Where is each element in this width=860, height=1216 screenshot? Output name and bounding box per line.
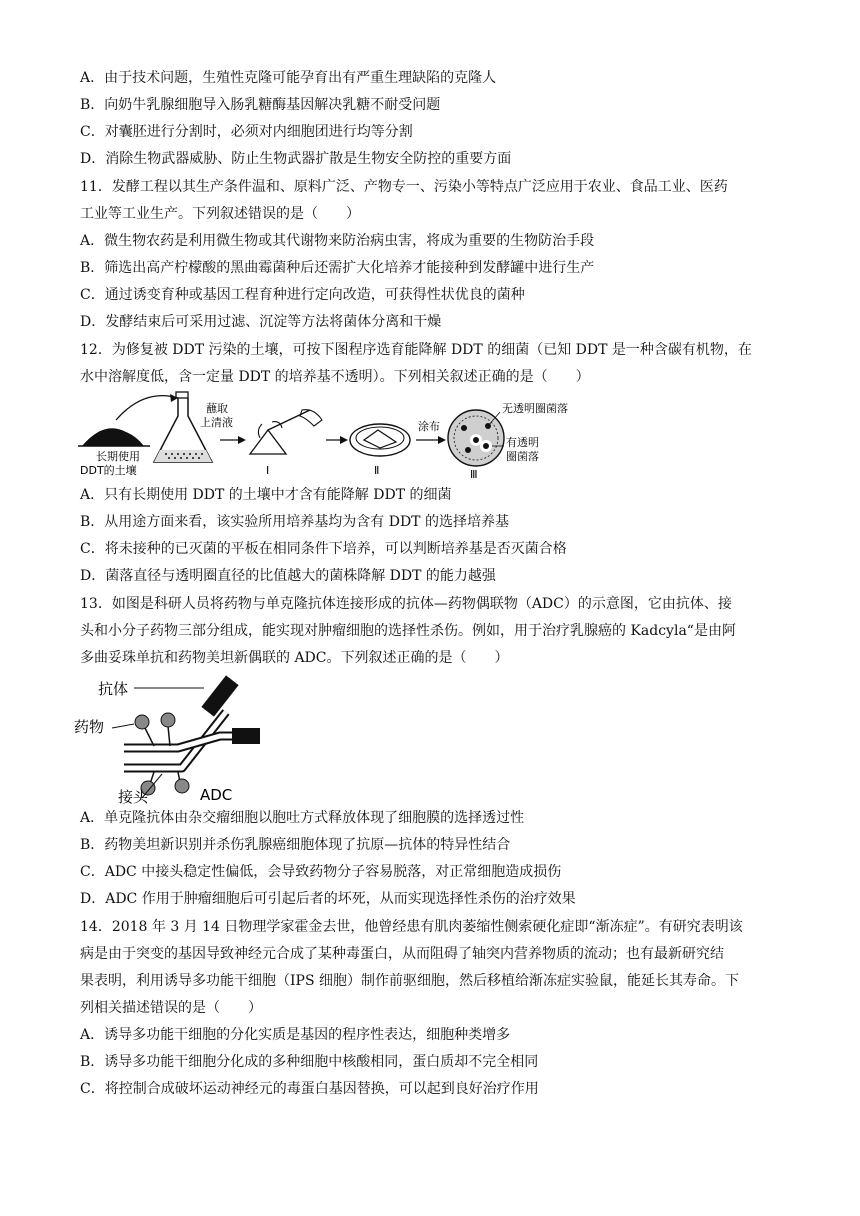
halo-label-1: 有透明 — [506, 436, 539, 449]
q14-option-c: C．将控制合成破坏运动神经元的毒蛋白基因替换，可以起到良好治疗作用 — [80, 1081, 539, 1097]
spreading-tool-icon — [250, 410, 322, 454]
q13-adc-figure — [74, 670, 274, 804]
q13-stem-line-3: 多曲妥珠单抗和药物美坦新偶联的 ADC。下列叙述正确的是（ ） — [80, 650, 509, 666]
antibody-label: 抗体 — [98, 680, 129, 698]
halo-label-2: 圈菌落 — [506, 450, 539, 463]
q12-option-b: B．从用途方面来看，该实验所用培养基均为含有 DDT 的选择培养基 — [80, 514, 509, 530]
q13-stem-line-1: 13．如图是科研人员将药物与单克隆抗体连接形成的抗体—药物偶联物（ADC）的示意图，它由抗体、接 — [80, 596, 732, 612]
q13-option-d: D．ADC 作用于肿瘤细胞后可引起后者的坏死，从而实现选择性杀伤的治疗效果 — [80, 891, 576, 907]
q14-stem-line-3: 果表明，利用诱导多功能干细胞（IPS 细胞）制作前驱细胞，然后移植给渐冻症实验鼠，能延长其寿命。下 — [80, 973, 739, 989]
adc-label: ADC — [200, 786, 233, 804]
q12-option-d: D．菌落直径与透明圈直径的比值越大的菌株降解 DDT 的能力越强 — [80, 568, 496, 584]
no-halo-label: 无透明圈菌落 — [502, 402, 568, 415]
q13-option-c: C．ADC 中接头稳定性偏低，会导致药物分子容易脱落，对正常细胞造成损伤 — [80, 864, 562, 880]
soil-label-2: DDT的土壤 — [80, 464, 137, 477]
q14-option-b: B．诱导多功能干细胞分化成的多种细胞中核酸相同，蛋白质却不完全相同 — [80, 1054, 539, 1070]
culture-plate-icon — [448, 410, 504, 466]
step1-label-2: 上清液 — [200, 416, 233, 429]
drug-molecule-icons — [135, 713, 189, 795]
q14-stem-line-4: 列相关描述错误的是（ ） — [80, 1000, 262, 1016]
q12-option-c: C．将未接种的已灭菌的平板在相同条件下培养，可以判断培养基是否灭菌合格 — [80, 541, 567, 557]
q13-stem-line-2: 头和小分子药物三部分组成，能实现对肿瘤细胞的选择性杀伤。例如，用于治疗乳腺癌的 Kadcyla“是由阿 — [80, 623, 736, 639]
q14-stem-line-1: 14．2018 年 3 月 14 日物理学家霍金去世，他曾经患有肌肉萎缩性侧索硬化症即“渐冻症”。有研究表明该 — [80, 919, 743, 935]
q11-option-b: B．筛选出高产柠檬酸的黑曲霉菌种后还需扩大化培养才能接种到发酵罐中进行生产 — [80, 260, 595, 276]
soil-label-1: 长期使用 — [96, 450, 140, 463]
q12-ddt-figure — [74, 390, 594, 482]
roman-2: Ⅱ — [374, 464, 380, 477]
roman-1: Ⅰ — [266, 464, 270, 477]
q12-stem-line-1: 12．为修复被 DDT 污染的土壤，可按下图程序选育能降解 DDT 的细菌（已知 DDT 是一种含碳有机物，在 — [80, 342, 752, 358]
q13-option-a: A．单克隆抗体由杂交瘤细胞以胞吐方式释放体现了细胞膜的选择透过性 — [80, 810, 525, 826]
linker-label: 接头 — [118, 788, 149, 804]
roman-3: Ⅲ — [470, 468, 478, 481]
q11-option-c: C．通过诱变育种或基因工程育种进行定向改造，可获得性状优良的菌种 — [80, 287, 525, 303]
q12-stem-line-2: 水中溶解度低，含一定量 DDT 的培养基不透明）。下列相关叙述正确的是（ ） — [80, 369, 590, 385]
q10-option-d: D．消除生物武器威胁、防止生物武器扩散是生物安全防控的重要方面 — [80, 151, 512, 167]
q12-option-a: A．只有长期使用 DDT 的土壤中才含有能降解 DDT 的细菌 — [80, 487, 452, 503]
q14-option-a: A．诱导多功能干细胞的分化实质是基因的程序性表达，细胞种类增多 — [80, 1027, 511, 1043]
step1-label-1: 蘸取 — [206, 402, 228, 415]
q10-option-b: B．向奶牛乳腺细胞导入肠乳糖酶基因解决乳糖不耐受问题 — [80, 97, 441, 113]
q11-option-d: D．发酵结束后可采用过滤、沉淀等方法将菌体分离和干燥 — [80, 314, 442, 330]
petri-dish-icon — [350, 424, 410, 456]
q10-option-a: A．由于技术问题，生殖性克隆可能孕育出有严重生理缺陷的克隆人 — [80, 70, 497, 86]
q10-option-c: C．对囊胚进行分割时，必须对内细胞团进行均等分割 — [80, 124, 413, 140]
soil-mound — [82, 428, 144, 446]
step2-label: 涂布 — [418, 420, 440, 433]
drug-label: 药物 — [74, 718, 105, 736]
q11-option-a: A．微生物农药是利用微生物或其代谢物来防治病虫害，将成为重要的生物防治手段 — [80, 233, 595, 249]
q14-stem-line-2: 病是由于突变的基因导致神经元合成了某种毒蛋白，从而阻碍了轴突内营养物质的流动；也有最新研究结 — [80, 946, 724, 962]
q11-stem-line-2: 工业等工业生产。下列叙述错误的是（ ） — [80, 206, 360, 222]
q11-stem-line-1: 11．发酵工程以其生产条件温和、原料广泛、产物专一、污染小等特点广泛应用于农业、食品工业、医药 — [80, 179, 728, 195]
q13-option-b: B．药物美坦新识别并杀伤乳腺癌细胞体现了抗原—抗体的特异性结合 — [80, 837, 511, 853]
